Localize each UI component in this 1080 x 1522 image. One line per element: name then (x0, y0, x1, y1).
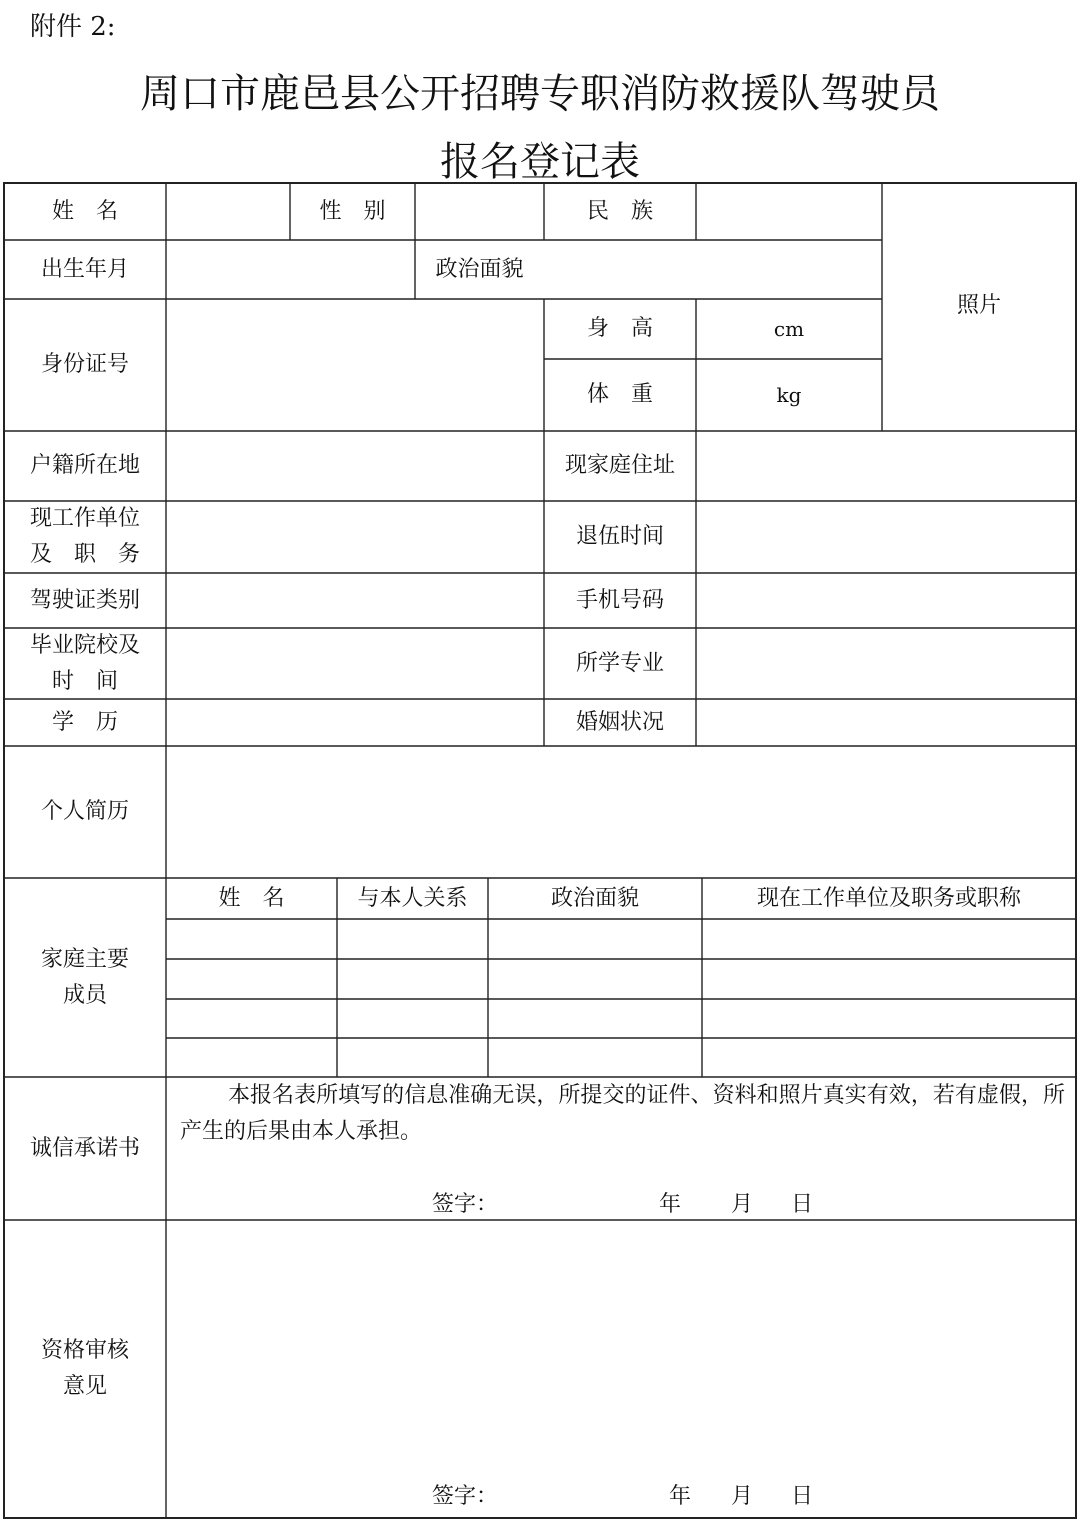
education-input-cell[interactable] (167, 700, 543, 745)
label-height: 身 高 (586, 316, 653, 341)
label-discharge: 退伍时间 (575, 524, 664, 549)
integrity-pledge-text: 本报名表所填写的信息准确无误，所提交的证件、资料和照片真实有效，若有虚假，所产生的后果由本人承担。 (180, 1083, 1065, 1144)
label-family (4, 878, 166, 1077)
major-input-cell[interactable] (697, 629, 1075, 698)
label-name: 姓 名 (51, 198, 118, 224)
label-political: 政治面貌 (435, 256, 524, 282)
label-phone: 手机号码 (575, 587, 664, 613)
label-gender: 性 别 (319, 198, 386, 224)
label-family-line1: 家庭主要 (40, 946, 129, 972)
weight-unit[interactable]: kg (776, 383, 802, 407)
label-ethnicity: 民 族 (586, 198, 653, 224)
photo-box[interactable]: 照片 (956, 293, 1001, 318)
label-review (4, 1220, 166, 1518)
pledge-date-year: 年 (659, 1192, 682, 1217)
label-education: 学 历 (51, 709, 118, 735)
pledge-signature-label: 签字： (432, 1192, 499, 1217)
review-date-month: 月 (731, 1484, 754, 1509)
pledge-date-month: 月 (731, 1192, 754, 1217)
family-header-relation: 与本人关系 (357, 885, 468, 911)
school-input-cell[interactable] (167, 629, 543, 698)
discharge-input-cell[interactable] (697, 502, 1075, 572)
marital-input-cell[interactable] (697, 700, 1075, 745)
review-date-year: 年 (669, 1484, 692, 1509)
pledge-date-day: 日 (791, 1192, 814, 1217)
label-work-line2: 及 职 务 (29, 542, 140, 567)
name-input-cell[interactable] (167, 184, 289, 239)
label-review-line1: 资格审核 (40, 1338, 129, 1363)
label-work-line1: 现工作单位 (29, 506, 140, 531)
label-major: 所学专业 (575, 650, 664, 676)
license-input-cell[interactable] (167, 574, 543, 627)
form-title: 周口市鹿邑县公开招聘专职消防救援队驾驶员 (140, 71, 940, 117)
birth-input-cell[interactable] (167, 241, 414, 298)
ethnicity-input-cell[interactable] (697, 184, 881, 239)
label-marital: 婚姻状况 (575, 709, 664, 735)
form-subtitle: 报名登记表 (440, 139, 640, 185)
label-integrity: 诚信承诺书 (29, 1135, 140, 1161)
label-hukou: 户籍所在地 (29, 453, 140, 478)
family-header-name: 姓 名 (218, 885, 285, 911)
id-number-input-cell[interactable] (167, 300, 543, 430)
address-input-cell[interactable] (697, 432, 1075, 500)
resume-input-cell[interactable] (167, 747, 1075, 877)
attachment-label: 附件 2: (30, 12, 116, 42)
label-school-line1: 毕业院校及 (29, 632, 140, 658)
label-school (4, 628, 166, 699)
family-header-political: 政治面貌 (550, 885, 639, 911)
label-license: 驾驶证类别 (29, 587, 140, 613)
label-review-line2: 意见 (62, 1374, 107, 1399)
work-input-cell[interactable] (167, 502, 543, 572)
phone-input-cell[interactable] (697, 574, 1075, 627)
review-date-day: 日 (791, 1484, 814, 1509)
label-id-number: 身份证号 (40, 352, 129, 377)
label-resume: 个人简历 (40, 799, 129, 824)
height-unit[interactable]: cm (773, 317, 805, 341)
political-input-cell[interactable] (545, 241, 881, 298)
label-address: 现家庭住址 (564, 453, 675, 478)
label-birth: 出生年月 (40, 256, 129, 282)
family-members-rows[interactable] (167, 920, 1075, 1076)
hukou-input-cell[interactable] (167, 432, 543, 500)
review-input-cell[interactable] (167, 1221, 1075, 1471)
label-weight: 体 重 (586, 382, 653, 407)
label-family-line2: 成员 (62, 982, 107, 1008)
family-header-work: 现在工作单位及职务或职称 (756, 885, 1021, 911)
review-signature-label: 签字： (432, 1484, 499, 1509)
gender-input-cell[interactable] (416, 184, 543, 239)
label-work (4, 501, 166, 573)
label-school-line2: 时 间 (51, 668, 118, 694)
